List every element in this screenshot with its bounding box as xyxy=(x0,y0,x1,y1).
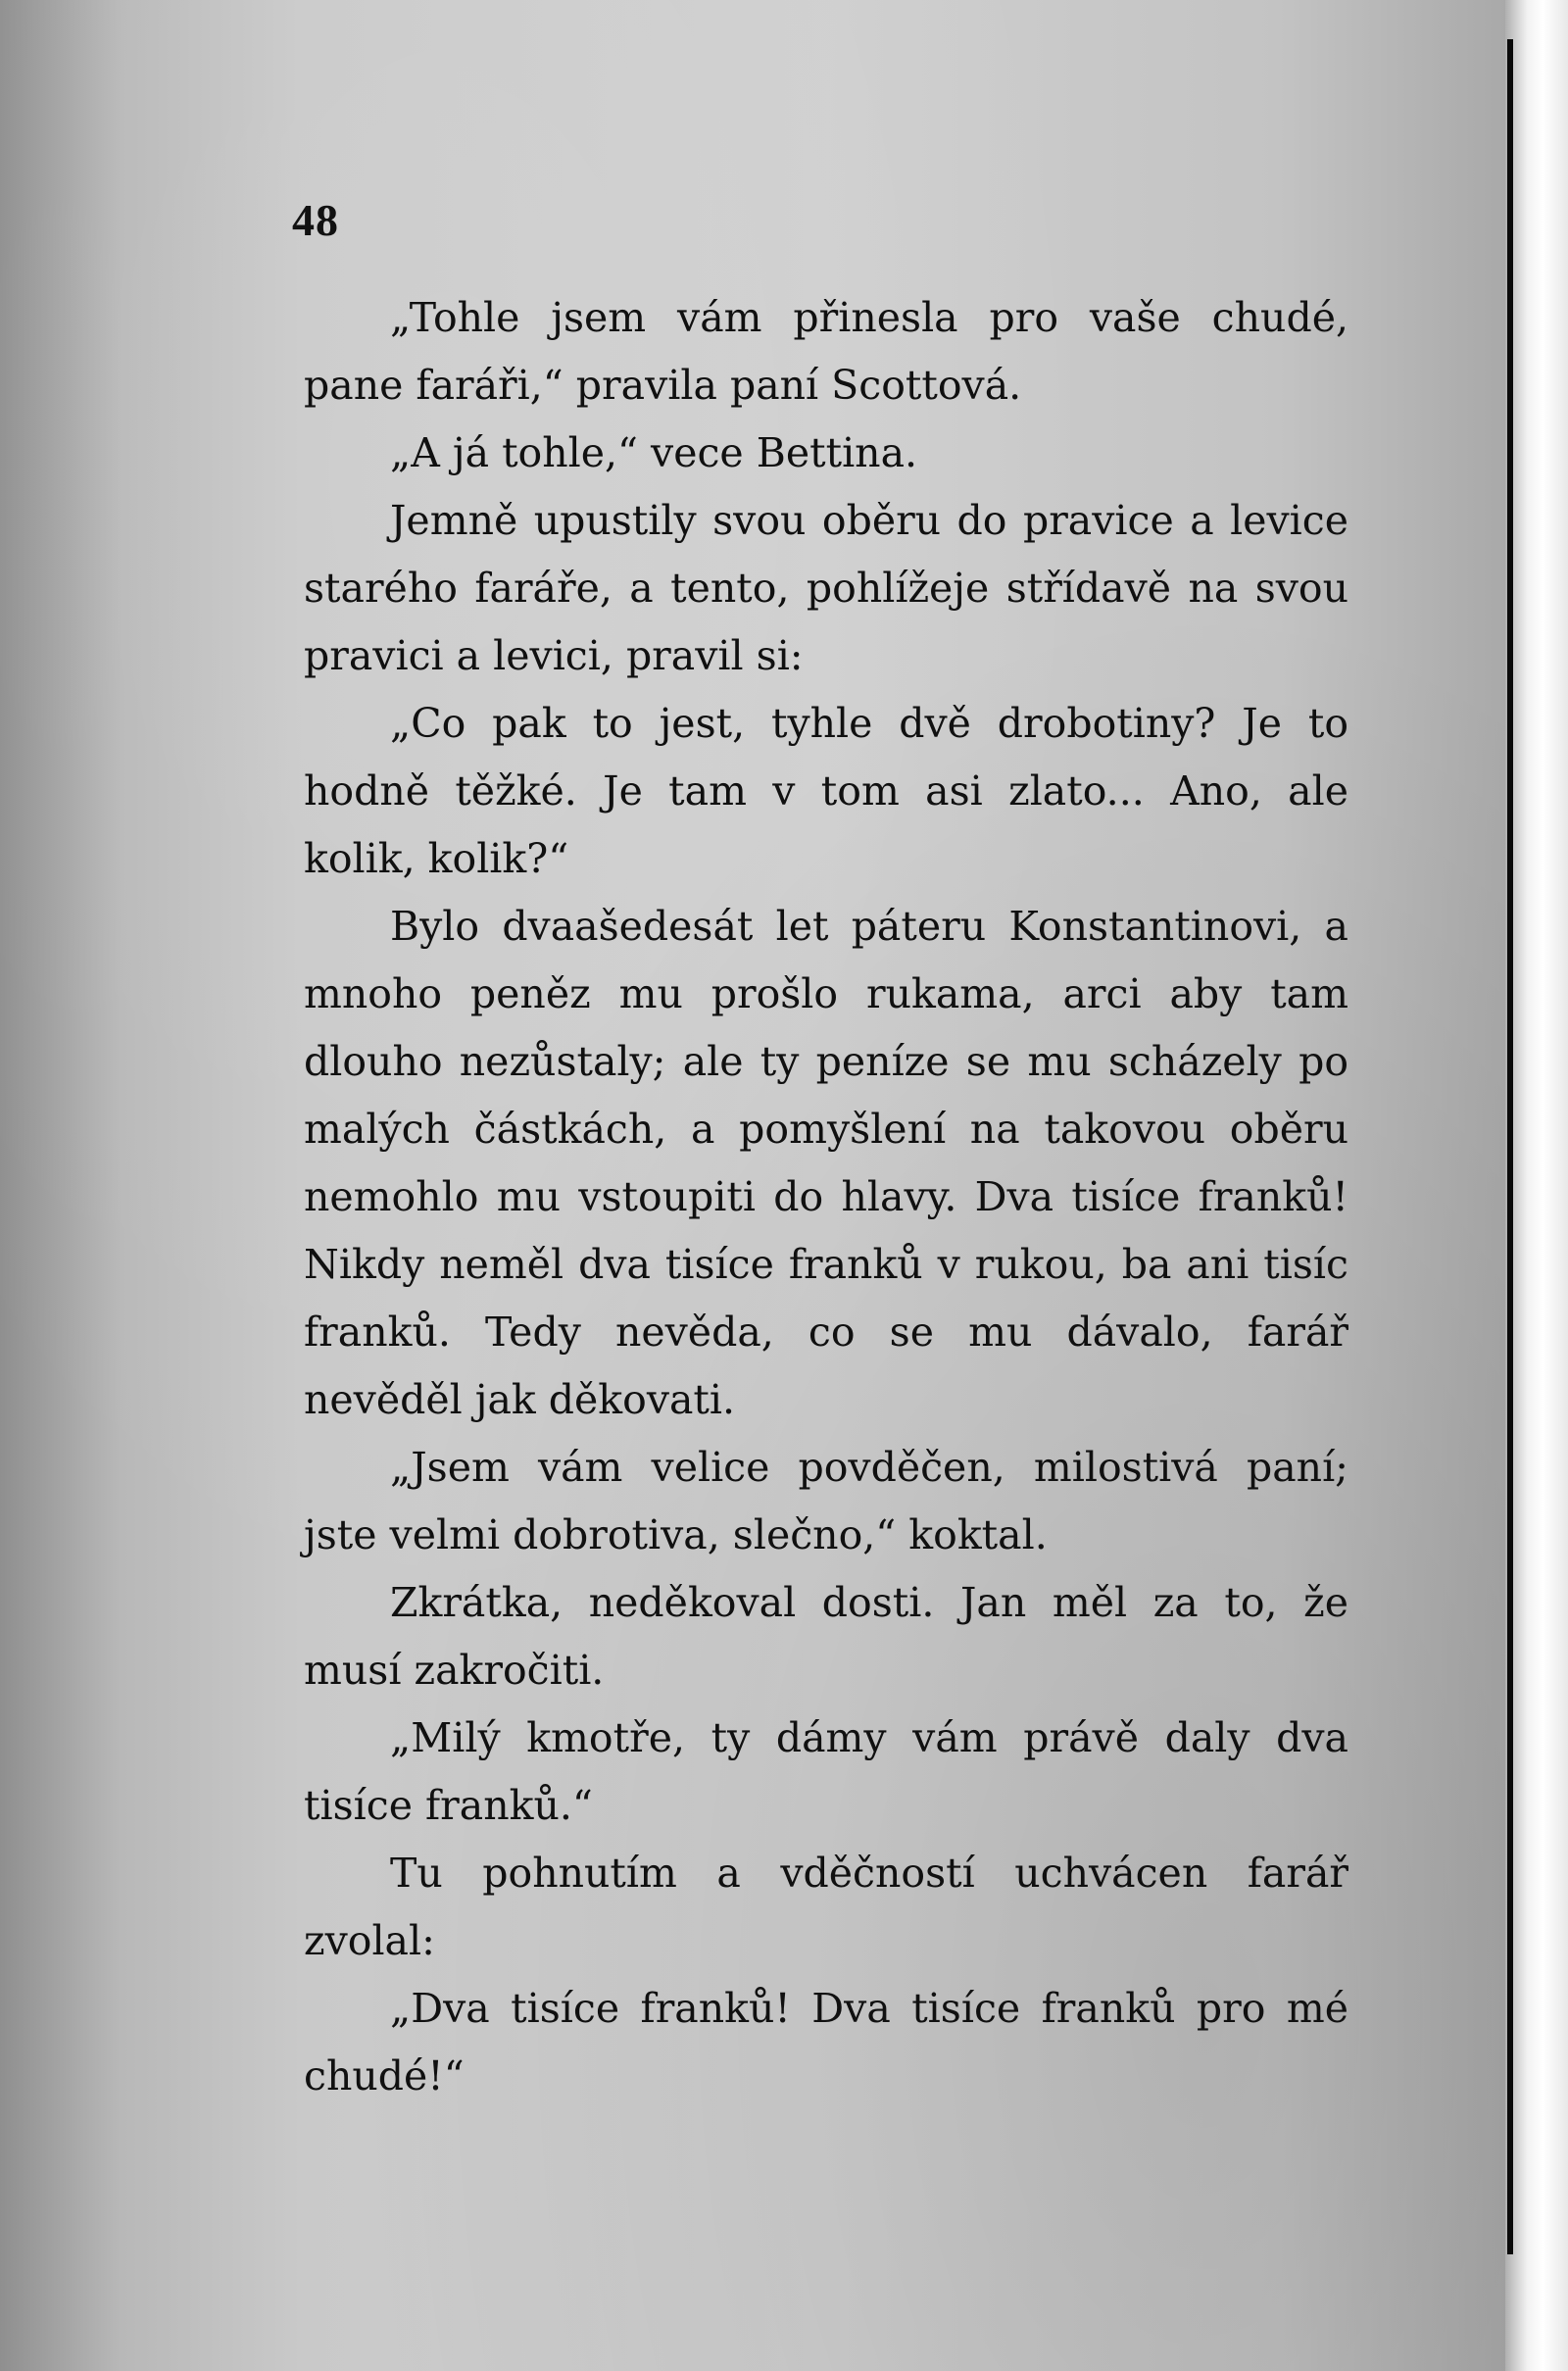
paragraph: Zkrátka, neděkoval dosti. Jan měl za to, že musí zakročiti. xyxy=(304,1579,1348,1694)
paragraph: „Milý kmotře, ty dámy vám právě daly dva tisíce franků.“ xyxy=(304,1714,1348,1829)
page-number: 48 xyxy=(292,195,339,245)
paragraph: „Jsem vám velice povděčen, milostivá paní; jste velmi dobrotiva, slečno,“ koktal. xyxy=(304,1444,1348,1558)
paragraph: Jemně upustily svou oběru do pravice a levice starého faráře, a tento, pohlížeje střídavě na svou pravici a levici, pravil si: xyxy=(304,497,1348,679)
paragraph: Bylo dvaašedesát let páteru Konstantinovi, a mnoho peněz mu prošlo rukama, arci aby tam dlouho nezůstaly; ale ty peníze se mu scházely po malých částkách, a pomyšlení na takovou oběru nemohlo mu vstoupiti do hlavy. Dva tisíce franků! Nikdy neměl dva tisíce franků v rukou, ba ani tisíc franků. Tedy nevěda, co se mu dávalo, farář nevěděl jak děkovati. xyxy=(304,903,1348,1423)
paragraph: „Co pak to jest, tyhle dvě drobotiny? Je to hodně těžké. Je tam v tom asi zlato... Ano, ale kolik, kolik?“ xyxy=(304,700,1348,882)
paragraph: „Tohle jsem vám přinesla pro vaše chudé, pane faráři,“ pravila paní Scottová. xyxy=(304,294,1348,409)
paragraph: „A já tohle,“ vece Bettina. xyxy=(390,429,918,476)
paragraph: „Dva tisíce franků! Dva tisíce franků pro mé chudé!“ xyxy=(304,1985,1348,2099)
page-edge xyxy=(1505,0,1568,2371)
body-text xyxy=(304,284,1348,2110)
paragraph: Tu pohnutím a vděčností uchvácen farář zvolal: xyxy=(304,1850,1348,1964)
binding-line xyxy=(1507,39,1513,2254)
